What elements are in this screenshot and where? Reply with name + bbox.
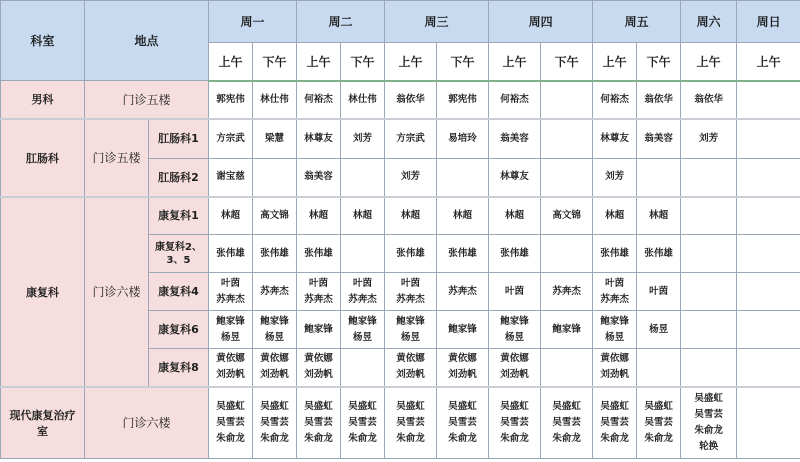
staff-name: 叶茵: [605, 277, 625, 289]
header-pm: 下午: [253, 43, 297, 81]
schedule-cell: [593, 119, 637, 159]
staff-name: 吴盛虹: [216, 400, 245, 412]
schedule-cell: [489, 311, 541, 349]
schedule-cell: [489, 81, 541, 119]
schedule-cell: [593, 159, 637, 197]
header-day-thu: 周四: [489, 1, 593, 43]
staff-name: 苏奔杰: [600, 293, 629, 305]
schedule-cell: [209, 311, 253, 349]
staff-name: 翁美容: [500, 132, 529, 144]
schedule-cell: [489, 235, 541, 273]
schedule-cell: [489, 349, 541, 387]
staff-name: 杨昱: [353, 331, 373, 343]
staff-name: 刘劲帆: [600, 369, 629, 381]
staff-name: 郭宪伟: [216, 93, 245, 105]
staff-name: 黄依娜: [216, 353, 245, 365]
schedule-cell: [385, 119, 437, 159]
staff-name: 翁美容: [304, 171, 333, 183]
staff-name: 叶茵: [649, 285, 669, 297]
staff-name: 杨昱: [605, 331, 625, 343]
staff-name: 张伟雄: [600, 247, 629, 259]
staff-name: 高文锦: [552, 209, 581, 221]
schedule-cell: [737, 159, 800, 197]
schedule-cell: [541, 197, 593, 235]
staff-name: 苏奔杰: [304, 293, 333, 305]
dept-gangchang: 肛肠科: [1, 119, 85, 197]
schedule-cell: [637, 349, 681, 387]
staff-name: 郭宪伟: [448, 93, 477, 105]
location-xiandai: 门诊六楼: [85, 387, 209, 459]
staff-name: 苏奔杰: [552, 285, 581, 297]
staff-name: 张伟雄: [304, 247, 333, 259]
schedule-cell: [385, 159, 437, 197]
staff-name: 林尊友: [304, 132, 333, 144]
staff-name: 苏奔杰: [448, 285, 477, 297]
schedule-cell: [541, 159, 593, 197]
staff-name: 林仕伟: [348, 93, 377, 105]
staff-name: 刘劲帆: [304, 369, 333, 381]
schedule-cell: [637, 81, 681, 119]
staff-name: 鲍家锋: [600, 315, 629, 327]
staff-name: 林仕伟: [260, 93, 289, 105]
schedule-cell: [541, 81, 593, 119]
schedule-cell: [209, 235, 253, 273]
schedule-cell: [297, 119, 341, 159]
staff-name: 吴盛虹: [304, 400, 333, 412]
schedule-cell: [737, 311, 800, 349]
staff-name: 朱俞龙: [600, 432, 629, 444]
schedule-cell: [385, 387, 437, 459]
schedule-cell: [737, 119, 800, 159]
schedule-cell: [637, 387, 681, 459]
staff-name: 吴盛虹: [396, 400, 425, 412]
schedule-cell: [341, 273, 385, 311]
staff-name: 吴雪芸: [348, 416, 377, 428]
staff-name: 朱俞龙: [304, 432, 333, 444]
schedule-cell: [209, 119, 253, 159]
schedule-cell: [209, 197, 253, 235]
staff-name: 朱俞龙: [552, 432, 581, 444]
schedule-cell: [489, 197, 541, 235]
schedule-cell: [681, 81, 737, 119]
schedule-cell: [737, 197, 800, 235]
sub-kangfu-6: 康复科6: [149, 311, 209, 349]
staff-name: 吴盛虹: [500, 400, 529, 412]
staff-name: 方宗武: [396, 132, 425, 144]
staff-name: 方宗武: [216, 132, 245, 144]
header-day-sat: 周六: [681, 1, 737, 43]
schedule-cell: [541, 235, 593, 273]
schedule-cell: [385, 311, 437, 349]
staff-name: 吴盛虹: [348, 400, 377, 412]
staff-name: 林超: [605, 209, 625, 221]
schedule-cell: [593, 81, 637, 119]
staff-name: 鲍家锋: [552, 323, 581, 335]
staff-name: 苏奔杰: [260, 285, 289, 297]
location-nanke: 门诊五楼: [85, 81, 209, 119]
schedule-cell: [341, 159, 385, 197]
schedule-cell: [297, 81, 341, 119]
staff-name: 何裕杰: [304, 93, 333, 105]
schedule-cell: [437, 159, 489, 197]
staff-name: 鲍家锋: [216, 315, 245, 327]
schedule-cell: [253, 311, 297, 349]
staff-name: 张伟雄: [260, 247, 289, 259]
schedule-cell: [593, 387, 637, 459]
schedule-cell: [593, 349, 637, 387]
schedule-cell: [437, 349, 489, 387]
staff-name: 黄依娜: [448, 353, 477, 365]
schedule-cell: [297, 273, 341, 311]
schedule-cell: [541, 273, 593, 311]
staff-name: 吴雪芸: [448, 416, 477, 428]
schedule-cell: [253, 197, 297, 235]
schedule-cell: [253, 387, 297, 459]
schedule-cell: [209, 349, 253, 387]
staff-name: 林尊友: [600, 132, 629, 144]
schedule-cell: [637, 119, 681, 159]
staff-name: 谢宝慈: [216, 171, 245, 183]
schedule-cell: [489, 119, 541, 159]
staff-name: 朱俞龙: [694, 424, 723, 436]
schedule-cell: [297, 311, 341, 349]
header-pm: 下午: [437, 43, 489, 81]
schedule-cell: [541, 119, 593, 159]
staff-name: 林超: [401, 209, 421, 221]
schedule-cell: [737, 81, 800, 119]
schedule-cell: [297, 159, 341, 197]
schedule-cell: [253, 349, 297, 387]
staff-name: 杨昱: [265, 331, 285, 343]
header-am: 上午: [385, 43, 437, 81]
staff-name: 朱俞龙: [216, 432, 245, 444]
schedule-cell: [437, 197, 489, 235]
staff-name: 吴雪芸: [644, 416, 673, 428]
header-am: 上午: [737, 43, 800, 81]
staff-name: 吴雪芸: [694, 408, 723, 420]
staff-name: 苏奔杰: [216, 293, 245, 305]
header-day-fri: 周五: [593, 1, 681, 43]
staff-name: 鲍家锋: [260, 315, 289, 327]
staff-name: 林超: [649, 209, 669, 221]
header-am: 上午: [681, 43, 737, 81]
sub-gangchang-1: 肛肠科1: [149, 119, 209, 159]
schedule-cell: [541, 387, 593, 459]
dept-xiandai: 现代康复治疗室: [1, 387, 85, 459]
schedule-cell: [637, 235, 681, 273]
schedule-cell: [385, 349, 437, 387]
staff-name: 叶茵: [353, 277, 373, 289]
schedule-cell: [681, 159, 737, 197]
header-am: 上午: [297, 43, 341, 81]
schedule-cell: [209, 387, 253, 459]
schedule-cell: [437, 273, 489, 311]
staff-name: 黄依娜: [396, 353, 425, 365]
schedule-cell: [341, 311, 385, 349]
dept-nanke: 男科: [1, 81, 85, 119]
schedule-cell: [489, 159, 541, 197]
staff-name: 吴盛虹: [694, 392, 723, 404]
schedule-cell: [297, 197, 341, 235]
staff-name: 叶茵: [309, 277, 329, 289]
staff-name: 林尊友: [500, 171, 529, 183]
staff-name: 朱俞龙: [644, 432, 673, 444]
staff-name: 刘芳: [699, 132, 719, 144]
header-day-tue: 周二: [297, 1, 385, 43]
staff-name: 刘劲帆: [500, 369, 529, 381]
staff-name: 张伟雄: [216, 247, 245, 259]
schedule-cell: [437, 387, 489, 459]
staff-name: 鲍家锋: [396, 315, 425, 327]
schedule-cell: [253, 235, 297, 273]
staff-name: 高文锦: [260, 209, 289, 221]
header-am: 上午: [209, 43, 253, 81]
staff-name: 吴盛虹: [448, 400, 477, 412]
staff-name: 黄依娜: [500, 353, 529, 365]
staff-name: 朱俞龙: [348, 432, 377, 444]
header-day-wed: 周三: [385, 1, 489, 43]
schedule-cell: [737, 273, 800, 311]
schedule-cell: [385, 197, 437, 235]
staff-name: 林超: [453, 209, 473, 221]
staff-name: 易培玲: [448, 132, 477, 144]
staff-name: 林超: [505, 209, 525, 221]
staff-name: 刘芳: [353, 132, 373, 144]
staff-name: 吴盛虹: [260, 400, 289, 412]
schedule-cell: [437, 235, 489, 273]
staff-name: 杨昱: [649, 323, 669, 335]
schedule-cell: [253, 119, 297, 159]
staff-name: 吴雪芸: [396, 416, 425, 428]
staff-name: 吴盛虹: [600, 400, 629, 412]
sub-kangfu-1: 康复科1: [149, 197, 209, 235]
staff-name: 何裕杰: [500, 93, 529, 105]
schedule-cell: [385, 273, 437, 311]
schedule-cell: [737, 387, 800, 459]
header-dept: 科室: [1, 1, 85, 81]
staff-name: 张伟雄: [644, 247, 673, 259]
location-kangfu: 门诊六楼: [85, 197, 149, 387]
dept-kangfu: 康复科: [1, 197, 85, 387]
schedule-cell: [209, 273, 253, 311]
staff-name: 刘劲帆: [216, 369, 245, 381]
location-gangchang: 门诊五楼: [85, 119, 149, 197]
staff-name: 翁美容: [644, 132, 673, 144]
staff-name: 杨昱: [401, 331, 421, 343]
schedule-cell: [341, 387, 385, 459]
sub-kangfu-4: 康复科4: [149, 273, 209, 311]
header-pm: 下午: [341, 43, 385, 81]
staff-name: 鲍家锋: [500, 315, 529, 327]
staff-name: 苏奔杰: [348, 293, 377, 305]
schedule-cell: [297, 387, 341, 459]
staff-name: 张伟雄: [396, 247, 425, 259]
schedule-cell: [489, 273, 541, 311]
staff-name: 翁依华: [694, 93, 723, 105]
staff-name: 吴雪芸: [500, 416, 529, 428]
schedule-cell: [681, 273, 737, 311]
staff-name: 梁慧: [265, 132, 285, 144]
schedule-cell: [297, 349, 341, 387]
schedule-cell: [253, 81, 297, 119]
staff-name: 杨昱: [221, 331, 241, 343]
schedule-cell: [437, 311, 489, 349]
schedule-cell: [541, 311, 593, 349]
schedule-cell: [385, 235, 437, 273]
header-pm: 下午: [637, 43, 681, 81]
schedule-cell: [593, 197, 637, 235]
staff-name: 吴雪芸: [552, 416, 581, 428]
staff-name: 吴盛虹: [644, 400, 673, 412]
schedule-cell: [637, 197, 681, 235]
schedule-cell: [253, 159, 297, 197]
staff-name: 刘芳: [401, 171, 421, 183]
staff-name: 翁依华: [644, 93, 673, 105]
schedule-cell: [681, 387, 737, 459]
staff-name: 叶茵: [505, 285, 525, 297]
staff-name: 吴雪芸: [304, 416, 333, 428]
schedule-cell: [681, 119, 737, 159]
schedule-cell: [593, 273, 637, 311]
schedule-cell: [341, 119, 385, 159]
schedule-cell: [341, 349, 385, 387]
schedule-cell: [737, 349, 800, 387]
staff-name: 杨昱: [505, 331, 525, 343]
staff-name: 刘劲帆: [260, 369, 289, 381]
schedule-cell: [593, 311, 637, 349]
schedule-cell: [341, 235, 385, 273]
staff-name: 轮换: [699, 440, 719, 452]
schedule-cell: [385, 81, 437, 119]
staff-name: 苏奔杰: [396, 293, 425, 305]
schedule-cell: [209, 81, 253, 119]
staff-name: 朱俞龙: [260, 432, 289, 444]
staff-name: 吴雪芸: [600, 416, 629, 428]
staff-name: 叶茵: [221, 277, 241, 289]
schedule-cell: [341, 81, 385, 119]
staff-name: 鲍家锋: [348, 315, 377, 327]
header-location: 地点: [85, 1, 209, 81]
header-day-sun: 周日: [737, 1, 800, 43]
schedule-cell: [637, 311, 681, 349]
schedule-cell: [489, 387, 541, 459]
staff-name: 鲍家锋: [448, 323, 477, 335]
schedule-cell: [593, 235, 637, 273]
header-am: 上午: [489, 43, 541, 81]
staff-name: 张伟雄: [448, 247, 477, 259]
sub-kangfu-235: 康复科2、3、5: [149, 235, 209, 273]
staff-name: 朱俞龙: [448, 432, 477, 444]
header-am: 上午: [593, 43, 637, 81]
staff-name: 张伟雄: [500, 247, 529, 259]
staff-name: 叶茵: [401, 277, 421, 289]
sub-gangchang-2: 肛肠科2: [149, 159, 209, 197]
header-day-mon: 周一: [209, 1, 297, 43]
staff-name: 林超: [353, 209, 373, 221]
staff-name: 吴雪芸: [216, 416, 245, 428]
schedule-cell: [637, 273, 681, 311]
staff-name: 刘劲帆: [396, 369, 425, 381]
schedule-cell: [209, 159, 253, 197]
schedule-cell: [253, 273, 297, 311]
schedule-cell: [437, 119, 489, 159]
schedule-cell: [681, 349, 737, 387]
schedule-cell: [737, 235, 800, 273]
schedule-cell: [681, 197, 737, 235]
staff-name: 黄依娜: [600, 353, 629, 365]
staff-name: 朱俞龙: [396, 432, 425, 444]
staff-name: 鲍家锋: [304, 323, 333, 335]
schedule-cell: [437, 81, 489, 119]
sub-kangfu-8: 康复科8: [149, 349, 209, 387]
staff-name: 林超: [309, 209, 329, 221]
staff-name: 吴盛虹: [552, 400, 581, 412]
schedule-cell: [681, 311, 737, 349]
schedule-cell: [541, 349, 593, 387]
staff-name: 黄依娜: [260, 353, 289, 365]
staff-name: 刘劲帆: [448, 369, 477, 381]
staff-name: 林超: [221, 209, 241, 221]
header-pm: 下午: [541, 43, 593, 81]
staff-name: 刘芳: [605, 171, 625, 183]
schedule-cell: [637, 159, 681, 197]
staff-name: 吴雪芸: [260, 416, 289, 428]
staff-name: 何裕杰: [600, 93, 629, 105]
schedule-cell: [297, 235, 341, 273]
staff-name: 朱俞龙: [500, 432, 529, 444]
schedule-cell: [341, 197, 385, 235]
staff-name: 翁依华: [396, 93, 425, 105]
staff-name: 黄依娜: [304, 353, 333, 365]
schedule-cell: [681, 235, 737, 273]
